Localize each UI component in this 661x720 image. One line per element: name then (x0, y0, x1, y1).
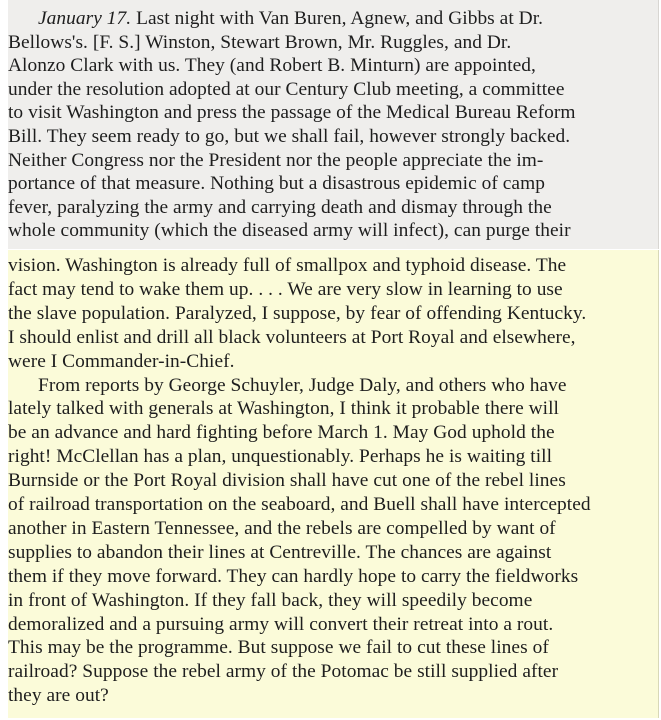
text-line: demoralized and a pursuing army will convert their retreat into a rout. (8, 613, 554, 635)
text-line: another in Eastern Tennessee, and the rebels are compelled by want of (8, 517, 556, 539)
entry-date: January 17. (38, 8, 132, 29)
text-line: Neither Congress nor the President nor the people appreciate the im- (8, 149, 544, 171)
clipping-bottom (8, 250, 659, 718)
text-line: portance of that measure. Nothing but a disastrous epidemic of camp (8, 173, 545, 195)
text-line: supplies to abandon their lines at Centreville. The chances are against (8, 541, 552, 563)
text-line: right! McClellan has a plan, unquestionably. Perhaps he is waiting till (8, 446, 553, 468)
text-line: Alonzo Clark with us. They (and Robert B. Minturn) are appointed, (8, 55, 536, 77)
text-line: were I Commander-in-Chief. (8, 350, 235, 372)
text-line: in front of Washington. If they fall back, they will speedily become (8, 589, 533, 611)
text-line: under the resolution adopted at our Century Club meeting, a committee (8, 78, 565, 100)
text-line: be an advance and hard fighting before March 1. May God uphold the (8, 422, 555, 444)
text-line: to visit Washington and press the passage of the Medical Bureau Reform (8, 102, 576, 124)
text-line: of railroad transportation on the seaboard, and Buell shall have intercepted (8, 494, 591, 515)
text-line: whole community (which the diseased army will infect), can purge their (8, 220, 571, 242)
text-line: them if they move forward. They can hardly hope to carry the fieldworks (8, 565, 579, 587)
text-line: I should enlist and drill all black volunteers at Port Royal and elsewhere, (8, 326, 576, 348)
entry-first-line (38, 7, 543, 31)
text-line: fever, paralyzing the army and carrying death and dismay through the (8, 196, 552, 218)
text-line: Bill. They seem ready to go, but we shall fail, however strongly backed. (8, 126, 571, 147)
text-line: This may be the programme. But suppose we fail to cut these lines of (8, 637, 549, 659)
text-line: lately talked with generals at Washington, I think it probable there will (8, 398, 559, 420)
text-line: vision. Washington is already full of smallpox and typhoid disease. The (8, 255, 567, 276)
text-line: they are out? (8, 685, 109, 707)
text-line: railroad? Suppose the rebel army of the Potomac be still supplied after (8, 661, 559, 683)
paragraph-start-line: From reports by George Schuyler, Judge Daly, and others who have (38, 374, 567, 396)
text-line: Last night with Van Buren, Agnew, and Gibbs at Dr. (136, 8, 544, 29)
text-line: Bellows's. [F. S.] Winston, Stewart Brown, Mr. Ruggles, and Dr. (8, 31, 512, 53)
text-line: the slave population. Paralyzed, I suppose, by fear of offending Kentucky. (8, 302, 587, 324)
text-line: fact may tend to wake them up. . . . We are very slow in learning to use (8, 278, 563, 300)
text-line: Burnside or the Port Royal division shall have cut one of the rebel lines (8, 470, 566, 492)
clipping-top (8, 0, 659, 249)
